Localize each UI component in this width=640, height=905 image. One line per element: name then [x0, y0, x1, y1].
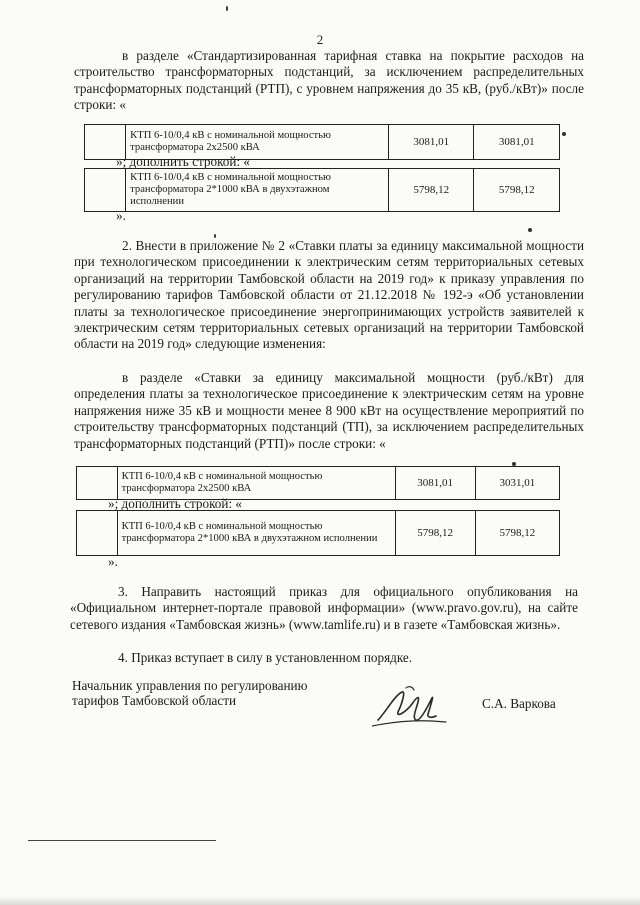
table-cell-value: 3031,01: [475, 467, 559, 500]
table-cell-value: 5798,12: [474, 169, 560, 212]
table-cell-value: 5798,12: [475, 511, 559, 556]
table-cell-value: 3081,01: [474, 125, 560, 160]
signatory-title: [72, 678, 307, 708]
table-row: [77, 511, 560, 556]
tariff-table-2: [84, 168, 560, 212]
tariff-table-3: [76, 466, 560, 500]
scan-bottom-edge: [0, 896, 640, 905]
table-cell-value: 3081,01: [395, 467, 475, 500]
section-intro-paragraph-1: [74, 48, 584, 114]
footer-rule: [28, 840, 216, 841]
scan-speck: [226, 6, 228, 11]
table-row: [77, 467, 560, 500]
table-row: [85, 169, 560, 212]
item-3-paragraph: [70, 584, 578, 633]
paragraph-text: 4. Приказ вступает в силу в установленном порядке.: [118, 650, 413, 665]
signatory-name: С.А. Варкова: [482, 696, 556, 711]
scan-speck: [562, 132, 566, 136]
closing-quote: ».: [116, 208, 126, 223]
table-cell-description: КТП 6-10/0,4 кВ с номинальной мощностью трансформатора 2х2500 кВА: [117, 467, 395, 500]
table-cell-value: 5798,12: [388, 169, 474, 212]
table-cell-description: КТП 6-10/0,4 кВ с номинальной мощностью трансформатора 2*1000 кВА в двухэтажном исполнении: [126, 169, 389, 212]
handwritten-signature: [372, 682, 472, 730]
table-cell-description: КТП 6-10/0,4 кВ с номинальной мощностью трансформатора 2*1000 кВА в двухэтажном исполнении: [117, 511, 395, 556]
item-2-paragraph: [74, 238, 584, 353]
paragraph-text: в разделе «Стандартизированная тарифная ставка на покрытие расходов на строительство трансформаторных подстанций, за исключением распределительных трансформаторных подстанций (РТП), с уровнем напряжения до 35 кВ, (руб./кВт)» после строки: «: [74, 48, 584, 113]
table-cell-description: КТП 6-10/0,4 кВ с номинальной мощностью трансформатора 2х2500 кВА: [126, 125, 389, 160]
paragraph-text: 2. Внести в приложение № 2 «Ставки платы за единицу максимальной мощности при технологическом присоединении к электрическим сетям территориальных сетевых организаций на территории Тамбовской области на 2019 год» к приказу управления по регулированию тарифов Тамбовской области от 21.12.2018 № 192-э «Об установлении платы за технологическое присоединение энергопринимающих устройств заявителей к электрическим сетям территориальных сетевых организаций на территории Тамбовской области на 2019 год» следующие изменения:: [74, 238, 584, 352]
table-cell-empty: [77, 467, 118, 500]
scan-speck: [512, 462, 516, 466]
scan-speck: [214, 234, 216, 238]
scan-speck: [528, 228, 532, 232]
table-cell-value: 5798,12: [395, 511, 475, 556]
page-number: 2: [316, 32, 324, 47]
item-4-paragraph: [70, 650, 578, 666]
table-cell-empty: [85, 169, 126, 212]
table-cell-empty: [77, 511, 118, 556]
tariff-table-4: [76, 510, 560, 556]
add-row-instruction: »; дополнить строкой: «: [116, 154, 251, 169]
paragraph-text: в разделе «Ставки за единицу максимальной мощности (руб./кВт) для определения платы за технологическое присоединение к электрическим сетям на уровне напряжения ниже 35 кВ и мощности менее 8 900 кВт на осуществление мероприятий по строительству трансформаторных подстанций (ТП), за исключением распределительных трансформаторных подстанций (РТП)» после строки: «: [74, 370, 584, 451]
table-cell-value: 3081,01: [388, 125, 474, 160]
section-intro-paragraph-2: [74, 370, 584, 452]
paragraph-text: 3. Направить настоящий приказ для официального опубликования на «Официальном интернет-портале правовой информации» (www.pravo.gov.ru), на сайте сетевого издания «Тамбовская жизнь» (www.tamlife.ru) и в газете «Тамбовская жизнь».: [70, 584, 578, 632]
signatory-title-line: тарифов Тамбовской области: [72, 693, 237, 708]
add-row-instruction: »; дополнить строкой: «: [108, 496, 243, 511]
closing-quote: ».: [108, 554, 118, 569]
signatory-title-line: Начальник управления по регулированию: [72, 678, 308, 693]
